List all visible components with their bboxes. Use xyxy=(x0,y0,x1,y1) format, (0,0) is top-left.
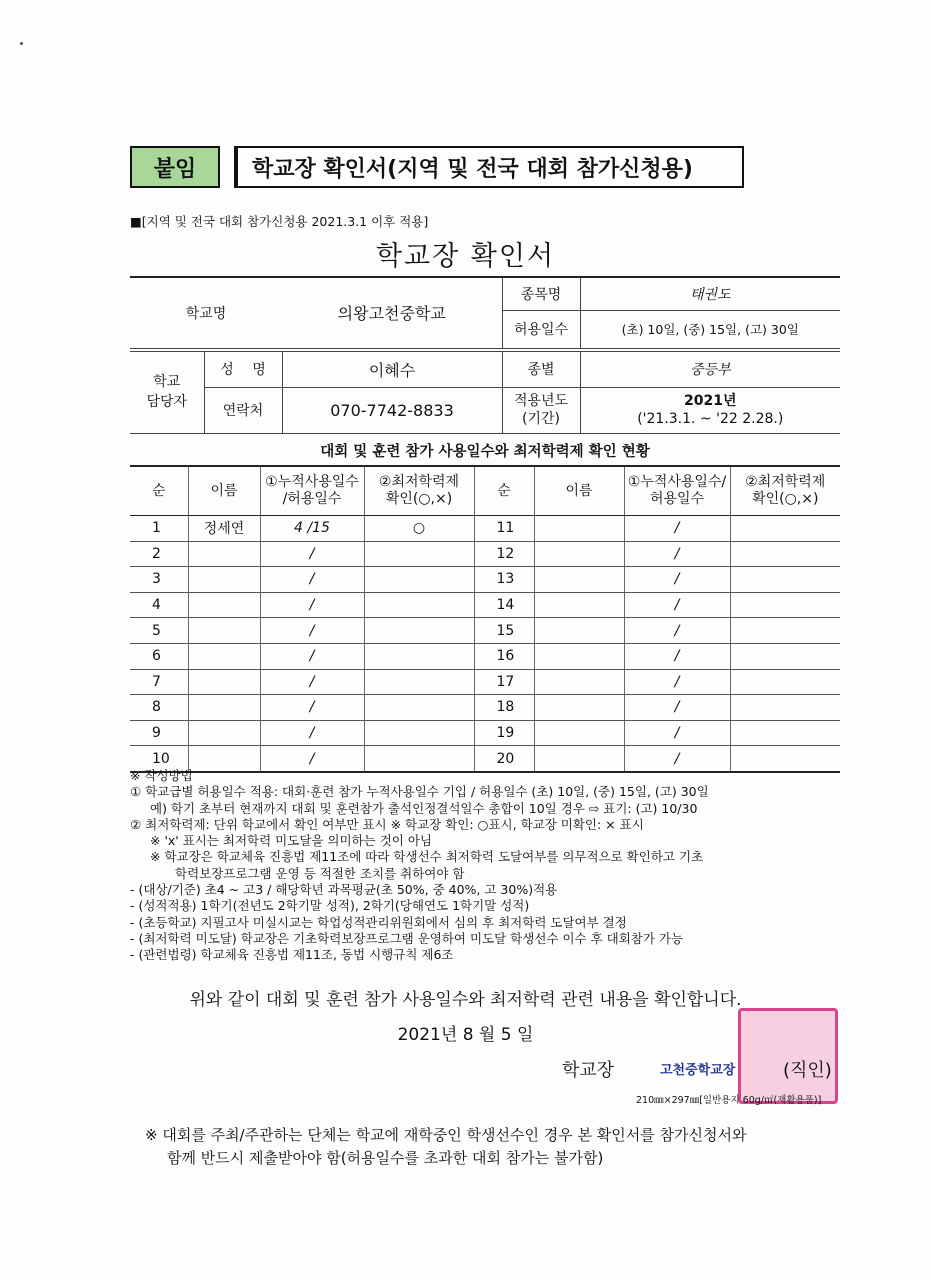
row-number: 13 xyxy=(474,567,534,593)
row-days: / xyxy=(624,541,730,567)
row-check xyxy=(730,618,840,644)
row-number: 12 xyxy=(474,541,534,567)
instruction-line: - (초등학교) 지필고사 미실시교는 학업성적관리위원회에서 심의 후 최저학력 도달여부 결정 xyxy=(130,914,627,930)
school-value: 의왕고천중학교 xyxy=(282,277,502,348)
header-days-right: ①누적사용일수/ 허용일수 xyxy=(624,466,730,516)
row-days: / xyxy=(624,643,730,669)
instruction-line: ② 최저학력제: 단위 학교에서 확인 여부만 표시 ※ 학교장 확인: ○표시, 학교장 미확인: × 표시 xyxy=(130,816,644,832)
row-number: 20 xyxy=(474,746,534,772)
row-check xyxy=(730,643,840,669)
row-days: / xyxy=(624,567,730,593)
instruction-line: - (대상/기준) 초4 ~ 고3 / 해당학년 과목평균(초 50%, 중 40%, 고 30%)적용 xyxy=(130,882,558,898)
footer-line: 함께 반드시 제출받아야 함(허용일수를 초과한 대회 참가는 불가함) xyxy=(167,1149,604,1167)
row-days: / xyxy=(624,695,730,721)
row-name xyxy=(188,695,260,721)
row-name xyxy=(534,516,624,542)
page-title: 학교장 확인서 xyxy=(375,241,556,272)
row-days: / xyxy=(624,618,730,644)
instruction-line: 예) 학기 초부터 현재까지 대회 및 훈련참가 출석인정결석일수 총합이 10일 경우 ⇨ 표기: (고) 10/30 xyxy=(150,800,698,816)
writing-instructions xyxy=(130,768,850,964)
row-number: 5 xyxy=(130,618,188,644)
year-cell xyxy=(580,387,840,433)
row-check xyxy=(730,516,840,542)
attachment-tag: 붙임 xyxy=(130,146,220,188)
name-label: 성 명 xyxy=(204,351,282,387)
row-name xyxy=(188,592,260,618)
row-name xyxy=(188,643,260,669)
instruction-line: - (성적적용) 1학기(전년도 2학기말 성적), 2학기(당해연도 1학기말 성적) xyxy=(130,898,530,914)
document-heading: 학교장 확인서(지역 및 전국 대회 참가신청용) xyxy=(234,146,744,188)
row-number: 19 xyxy=(474,720,534,746)
table-row xyxy=(130,669,840,695)
instruction-line: 학력보장프로그램 운영 등 적절한 조치를 취하여야 함 xyxy=(175,865,465,881)
row-check xyxy=(364,720,474,746)
event-value: 태권도 xyxy=(580,277,840,310)
applicability-note: ■[지역 및 전국 대회 참가신청용 2021.3.1 이후 적용] xyxy=(130,214,429,229)
instruction-line: - (관련법령) 학교체육 진흥법 제11조, 동법 시행규칙 제6조 xyxy=(130,947,454,963)
row-name xyxy=(534,695,624,721)
name-value: 이혜수 xyxy=(282,351,502,387)
table-row xyxy=(130,516,840,542)
row-name xyxy=(534,643,624,669)
info-table xyxy=(130,276,840,434)
row-days: / xyxy=(260,541,364,567)
instruction-line: ※ 학교장은 학교체육 진흥법 제11조에 따라 학생선수 최저학력 도달여부를 의무적으로 확인하고 기초 xyxy=(150,849,704,865)
header-no-left: 순 xyxy=(130,466,188,516)
row-number: 8 xyxy=(130,695,188,721)
contact-value: 070-7742-8833 xyxy=(282,387,502,433)
row-days: 4 /15 xyxy=(260,516,364,542)
confirmation-statement: 위와 같이 대회 및 훈련 참가 사용일수와 최저학력 관련 내용을 확인합니다. xyxy=(189,990,742,1010)
row-check xyxy=(730,669,840,695)
row-check xyxy=(730,695,840,721)
row-days: / xyxy=(260,746,364,772)
table-row xyxy=(130,592,840,618)
row-days: / xyxy=(260,592,364,618)
row-days: / xyxy=(624,669,730,695)
usage-grid xyxy=(130,465,840,773)
row-number: 2 xyxy=(130,541,188,567)
manager-label: 학교 담당자 xyxy=(130,351,204,433)
table-row xyxy=(130,567,840,593)
row-number: 18 xyxy=(474,695,534,721)
header-days-left: ①누적사용일수 /허용일수 xyxy=(260,466,364,516)
row-number: 7 xyxy=(130,669,188,695)
row-number: 17 xyxy=(474,669,534,695)
row-name xyxy=(188,541,260,567)
instruction-line: ※ 'x' 표시는 최저학력 미도달을 의미하는 것이 아님 xyxy=(150,833,432,849)
row-days: / xyxy=(624,720,730,746)
row-number: 16 xyxy=(474,643,534,669)
row-days: / xyxy=(260,567,364,593)
row-check xyxy=(730,567,840,593)
footer-line: ※ 대회를 주최/주관하는 단체는 학교에 재학중인 학생선수인 경우 본 확인서를 참가신청서와 xyxy=(145,1126,747,1144)
header-no-right: 순 xyxy=(474,466,534,516)
table-row xyxy=(130,643,840,669)
year-value: 2021년 xyxy=(684,393,737,409)
row-name xyxy=(534,669,624,695)
header-check-left: ②최저학력제 확인(○,×) xyxy=(364,466,474,516)
row-number: 11 xyxy=(474,516,534,542)
row-number: 3 xyxy=(130,567,188,593)
row-check xyxy=(730,541,840,567)
row-name xyxy=(534,567,624,593)
seal-label: (직인) xyxy=(783,1060,832,1081)
row-check: ○ xyxy=(364,516,474,542)
row-number: 6 xyxy=(130,643,188,669)
row-name xyxy=(534,720,624,746)
school-signature: 고천중학교장 xyxy=(660,1063,736,1078)
row-name xyxy=(188,669,260,695)
row-days: / xyxy=(624,592,730,618)
year-label: 적용년도 (기간) xyxy=(502,387,580,433)
principal-label: 학교장 xyxy=(562,1060,615,1081)
table-row xyxy=(130,618,840,644)
row-days: / xyxy=(260,669,364,695)
division-value: 중등부 xyxy=(580,351,840,387)
contact-label: 연락처 xyxy=(204,387,282,433)
row-name xyxy=(534,592,624,618)
row-number: 10 xyxy=(130,746,188,772)
footer-note xyxy=(145,1124,746,1170)
table-row xyxy=(130,695,840,721)
instruction-line: ※ 작성방법 xyxy=(130,768,193,783)
instruction-line: ① 학교급별 허용일수 적용: 대회·훈련 참가 누적사용일수 기입 / 허용일수 (초) 10일, (중) 15일, (고) 30일 xyxy=(130,784,709,800)
year-period: ('21.3.1. ~ '22 2.28.) xyxy=(637,411,784,427)
instruction-line: - (최저학력 미도달) 학교장은 기초학력보장프로그램 운영하여 미도달 학생선수 이수 후 대회참가 가능 xyxy=(130,930,684,946)
row-days: / xyxy=(624,746,730,772)
row-check xyxy=(364,567,474,593)
row-number: 15 xyxy=(474,618,534,644)
school-label: 학교명 xyxy=(130,277,282,348)
header-check-right: ②최저학력제 확인(○,×) xyxy=(730,466,840,516)
row-check xyxy=(364,592,474,618)
row-check xyxy=(364,669,474,695)
allowed-days-value: (초) 10일, (중) 15일, (고) 30일 xyxy=(580,310,840,348)
event-label: 종목명 xyxy=(502,277,580,310)
row-number: 4 xyxy=(130,592,188,618)
row-name: 정세연 xyxy=(188,516,260,542)
row-name xyxy=(188,567,260,593)
row-check xyxy=(730,592,840,618)
row-name xyxy=(188,618,260,644)
paper-spec: 210㎜×297㎜[일반용지 60g/㎡(재활용품)] xyxy=(636,1095,822,1106)
row-days: / xyxy=(260,695,364,721)
row-days: / xyxy=(260,618,364,644)
row-name xyxy=(534,618,624,644)
division-label: 종별 xyxy=(502,351,580,387)
row-check xyxy=(364,695,474,721)
row-number: 1 xyxy=(130,516,188,542)
table-row xyxy=(130,541,840,567)
row-number: 9 xyxy=(130,720,188,746)
header-name-right: 이름 xyxy=(534,466,624,516)
row-check xyxy=(730,720,840,746)
section-title: 대회 및 훈련 참가 사용일수와 최저학력제 확인 현황 xyxy=(320,444,650,460)
scan-dot xyxy=(20,42,23,45)
row-check xyxy=(364,643,474,669)
row-number: 14 xyxy=(474,592,534,618)
row-name xyxy=(534,541,624,567)
allowed-days-label: 허용일수 xyxy=(502,310,580,348)
row-days: / xyxy=(260,720,364,746)
confirmation-date: 2021년 8 월 5 일 xyxy=(397,1025,534,1045)
row-check xyxy=(364,541,474,567)
row-days: / xyxy=(624,516,730,542)
row-name xyxy=(188,720,260,746)
row-check xyxy=(364,618,474,644)
header-name-left: 이름 xyxy=(188,466,260,516)
table-row xyxy=(130,720,840,746)
row-days: / xyxy=(260,643,364,669)
